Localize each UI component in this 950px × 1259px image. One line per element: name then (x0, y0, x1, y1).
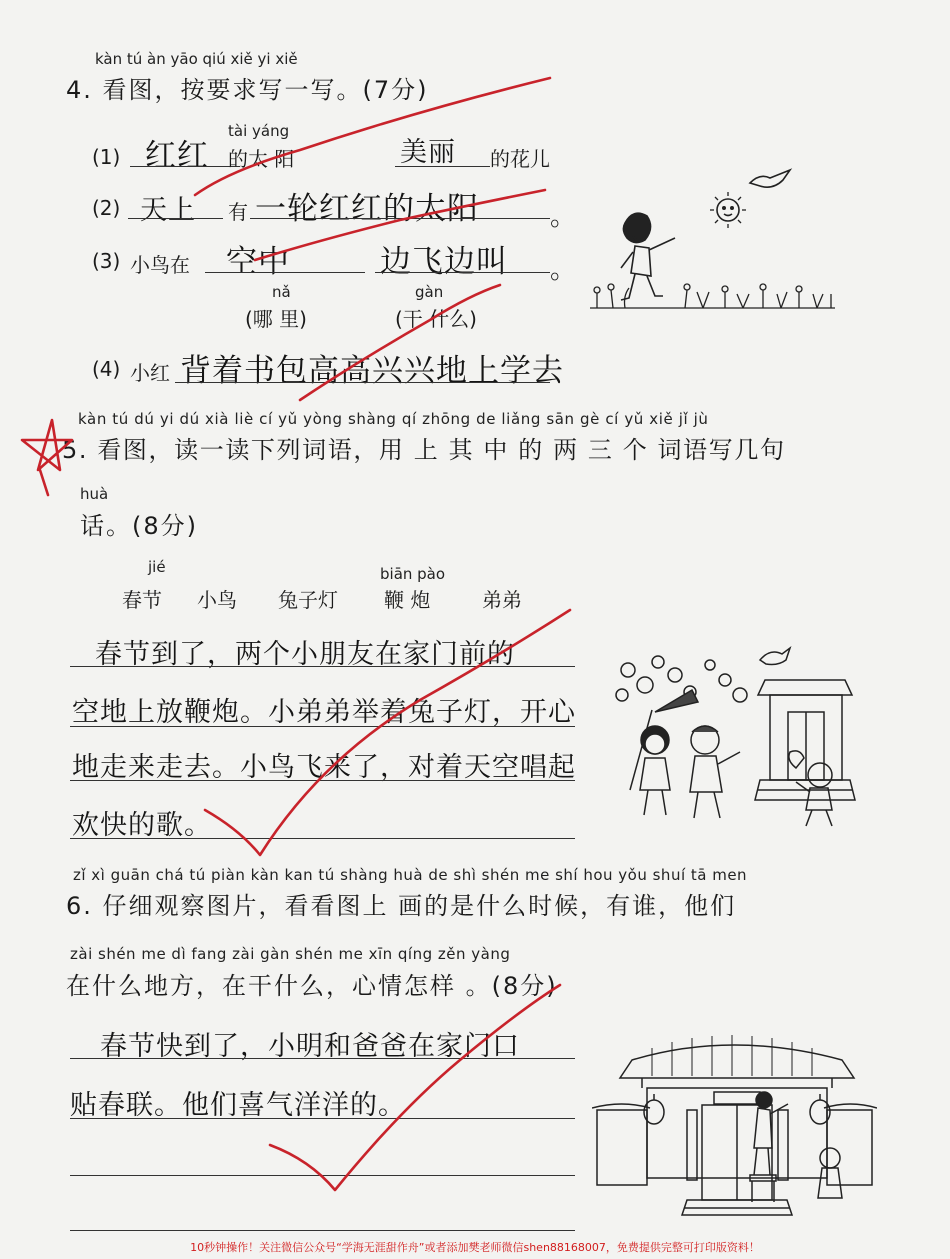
q5-answer-line-4: 欢快的歌。 (72, 810, 212, 841)
q5-word-4: 鞭 炮 (384, 588, 431, 612)
q4-title: 4. 看图，按要求写一写。(7分) (66, 76, 429, 104)
q4-pinyin: kàn tú àn yāo qiú xiě yi xiě (95, 50, 298, 68)
q4-item1-mid-pinyin: tài yáng (228, 122, 290, 140)
q5-pinyin-2: huà (80, 485, 109, 503)
q4-item1-tail: 的花儿 (490, 147, 550, 171)
q5-answer-line-3: 地走来走去。小鸟飞来了，对着天空唱起 (72, 752, 576, 783)
q4-item4-prefix: 小红 (130, 361, 170, 385)
q6-pinyin-2: zài shén me dì fang zài gàn shén me xīn qíng zěn yàng (70, 945, 511, 963)
q4-item2-prefix: 天上 (140, 195, 196, 226)
q4-check-mark-3 (300, 285, 500, 400)
q4-hint-a: (哪 里) (245, 307, 307, 331)
q5-title-line2: 话。(8分) (80, 512, 198, 540)
q4-check-mark (195, 78, 550, 195)
q5-star-mark (22, 420, 72, 470)
q4-hint-b-pinyin: gàn (415, 283, 444, 301)
q4-item2-answer: 一轮红红的太阳 (255, 191, 479, 227)
q5-check-mark (205, 610, 570, 855)
q6-title-line2: 在什么地方，在干什么，心情怎样 。(8分) (66, 972, 558, 1000)
footer-notice: 10秒钟操作！关注微信公众号“学海无涯甜作舟”或者添加樊老师微信shen88168007，免费提供完整可打印版资料！ (190, 1241, 760, 1254)
q5-title-line1: 5. 看图，读一读下列词语，用 上 其 中 的 两 三 个 词语写几句 (62, 436, 786, 464)
q4-check-mark-2 (255, 190, 545, 260)
q4-item3-period: 。 (550, 255, 577, 285)
q4-item3-number: (3) (92, 249, 121, 273)
q4-item1-mid: 的太 阳 (228, 147, 295, 171)
q5-word-pinyin-bianpao: biān pào (380, 565, 446, 583)
q4-item3-answer-a: 空中 (226, 244, 290, 280)
q4-item3-prefix: 小鸟在 (130, 253, 190, 277)
q4-item3-answer-b: 边飞边叫 (380, 244, 508, 280)
q4-item1-number: (1) (92, 145, 121, 169)
q5-word-5: 弟弟 (482, 588, 522, 612)
q4-hint-a-pinyin: nǎ (272, 283, 291, 301)
q4-item2-mid: 有 (228, 200, 248, 224)
q4-item1-answer-a: 红红 (145, 138, 209, 174)
q5-word-1: 春节 (122, 588, 162, 612)
q6-check-mark (270, 985, 560, 1190)
q5-answer-line-2: 空地上放鞭炮。小弟弟举着兔子灯，开心 (72, 697, 576, 728)
q5-pinyin: kàn tú dú yi dú xià liè cí yǔ yòng shàng qí zhōng de liǎng sān gè cí yǔ xiě jǐ jù (78, 410, 709, 428)
q5-word-pinyin-jie: jié (148, 558, 166, 576)
q5-word-2: 小鸟 (197, 588, 237, 612)
q4-item4-number: (4) (92, 357, 121, 381)
q5-word-3: 兔子灯 (278, 588, 338, 612)
q5-answer-line-1: 春节到了，两个小朋友在家门前的 (95, 639, 515, 670)
q6-answer-line-1: 春节快到了，小明和爸爸在家门口 (100, 1031, 520, 1062)
q4-hint-b: (干 什么) (395, 307, 477, 331)
q6-title-line1: 6. 仔细观察图片，看看图上 画的是什么时候，有谁，他们 (66, 892, 737, 920)
q6-answer-line-2: 贴春联。他们喜气洋洋的。 (70, 1090, 406, 1121)
q4-item2-number: (2) (92, 196, 121, 220)
q6-pinyin-1: zǐ xì guān chá tú piàn kàn kan tú shàng huà de shì shén me shí hou yǒu shuí tā men (73, 866, 748, 884)
q4-item2-period: 。 (550, 202, 577, 232)
q4-item1-answer-b: 美丽 (400, 137, 456, 168)
q4-item4-answer: 背着书包高高兴兴地上学去 (180, 353, 564, 389)
